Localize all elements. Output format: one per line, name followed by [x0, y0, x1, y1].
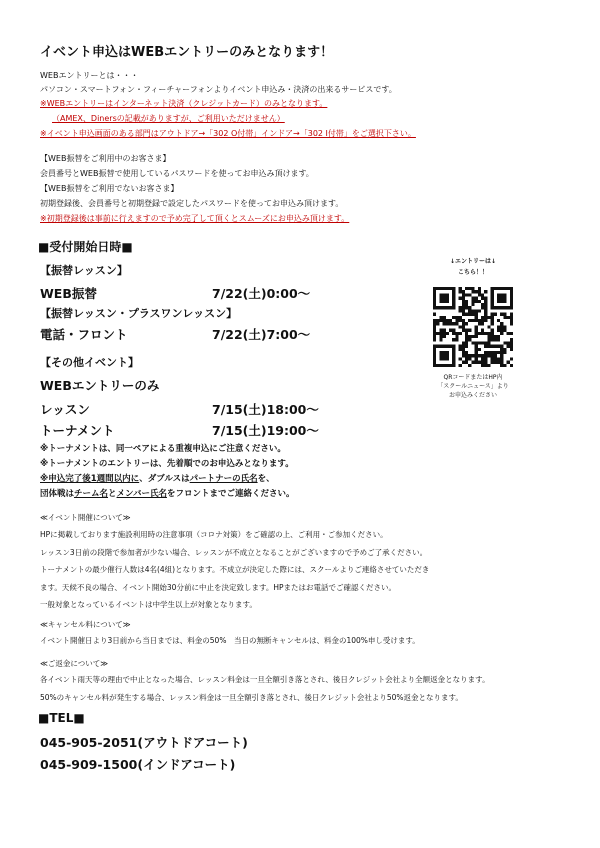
amex-diners-note: （AMEX、Dinersの記載がありますが、ご利用いただけません） — [52, 114, 285, 123]
refund-line-1: 各イベント雨天等の理由で中止となった場合、レッスン料金は一旦全額引き落とされ、後日クレジット会社より全額返金となります。 — [40, 675, 490, 684]
lesson-transfer-section: 【振替レッスン】 — [40, 264, 128, 277]
tel-heading: ■TEL■ — [38, 711, 85, 725]
doubles-text: 、ダブルスは — [139, 474, 190, 484]
contact-front-text: をフロントまでご連絡ください。 — [166, 489, 295, 499]
lesson-label: レッスン — [40, 402, 90, 417]
lesson-date: 7/15(土)18:00～ — [212, 402, 319, 417]
qr-caption-bottom-3: お申込みください — [448, 392, 497, 399]
non-web-transfer-heading: 【WEB振替をご利用でないお客さま】 — [40, 184, 179, 193]
non-web-transfer-text: 初期登録後、会員番号と初期登録で設定したパスワードを使ってお申込み頂けます。 — [40, 199, 344, 208]
indoor-phone[interactable]: 045-909-1500(インドアコート) — [40, 757, 236, 772]
tournament-label: トーナメント — [40, 423, 115, 438]
event-info-line-1: HPに掲載しております施設利用時の注意事項（コロナ対策）をご確認の上、ご利用・ご参加ください。 — [40, 530, 388, 539]
event-info-line-3: トーナメントの最少催行人数は4名(4組)となります。不成立が決定した際には、スクールよりご連絡させていただき — [40, 565, 430, 574]
page-title: イベント申込はWEBエントリーのみとなります！ — [40, 45, 334, 60]
web-transfer-label: WEB振替 — [40, 286, 97, 301]
event-info-line-4: ます。天候不良の場合、イベント開始30分前に中止を決定致します。HPまたはお電話でご確認ください。 — [40, 583, 397, 592]
tournament-date: 7/15(土)19:00～ — [212, 423, 319, 438]
outdoor-phone[interactable]: 045-905-2051(アウトドアコート) — [40, 735, 248, 750]
comma-text: を、 — [257, 474, 275, 484]
web-transfer-users-text: 会員番号とWEB振替で使用しているパスワードを使ってお申込み頂けます。 — [40, 169, 314, 178]
tournament-first-come-note: ※トーナメントのエントリーは、先着順でのお申込みとなります。 — [40, 459, 294, 469]
cancel-fee-text: イベント開催日より3日前から当日までは、料金の50% 当日の無断キャンセルは、料金の100%申し受けます。 — [40, 636, 420, 645]
qr-code-icon[interactable] — [433, 287, 513, 367]
qr-caption-bottom-1: QRコードまたはHP内 — [443, 374, 503, 381]
event-info-line-5: 一般対象となっているイベントは中学生以上が対象となります。 — [40, 600, 257, 609]
department-select-note: ※イベント申込画面のある部門はアウトドア→「302 O付帯」インドア→「302 I付帯」をご選択下さい。 — [40, 129, 416, 138]
team-event-text: 団体戦は — [40, 489, 75, 499]
qr-caption-bottom-2: 「スクールニュース」より — [437, 383, 509, 390]
refund-heading: ≪ご返金について≫ — [40, 659, 109, 668]
team-name-text: チーム名 — [74, 489, 109, 499]
phone-front-label: 電話・フロント — [40, 327, 128, 342]
web-entry-description: パソコン・スマートフォン・フィーチャーフォンよりイベント申込み・決済の出来るサービスです。 — [40, 85, 397, 94]
credit-card-note: ※WEBエントリーはインターネット決済（クレジットカード）のみとなります。 — [40, 99, 328, 108]
reception-heading: ■受付開始日時■ — [38, 240, 133, 254]
qr-modules — [433, 287, 513, 367]
event-info-heading: ≪イベント開催について≫ — [40, 513, 131, 522]
partner-name-text: パートナーの氏名 — [189, 474, 258, 484]
qr-caption-top-1: ↓エントリーは↓ — [449, 258, 497, 265]
phone-front-date: 7/22(土)7:00～ — [212, 327, 311, 342]
refund-line-2: 50%のキャンセル料が発生する場合、レッスン料金は一旦全額引き落とされ、後日クレジット会社より50%返金となります。 — [40, 693, 463, 702]
other-events-section: 【その他イベント】 — [40, 356, 139, 369]
web-entry-only-label: WEBエントリーのみ — [40, 378, 160, 393]
web-entry-label: WEBエントリーとは・・・ — [40, 71, 139, 80]
cancel-heading: ≪キャンセル料について≫ — [40, 620, 131, 629]
member-name-text: メンバー氏名 — [116, 489, 167, 499]
deadline-text: ※申込完了後1週間以内に — [40, 474, 140, 484]
web-transfer-date: 7/22(土)0:00～ — [212, 286, 311, 301]
event-info-line-2: レッスン3日前の段階で参加者が少ない場合、レッスンが不成立となることがございますので予めご了承ください。 — [40, 548, 428, 557]
initial-registration-note: ※初期登録後は事前に行えますので予め完了して頂くとスムーズにお申込み頂けます。 — [40, 214, 350, 223]
web-transfer-users-heading: 【WEB振替をご利用中のお客さま】 — [40, 154, 171, 163]
qr-caption-top-2: こちら！！ — [457, 269, 488, 276]
tournament-duplicate-note: ※トーナメントは、同一ペアによる重複申込にご注意ください。 — [40, 444, 286, 454]
and-text: と — [108, 489, 117, 499]
partner-name-note — [40, 472, 275, 487]
team-member-note — [40, 487, 294, 502]
plusone-lesson-section: 【振替レッスン・プラスワンレッスン】 — [40, 307, 238, 320]
